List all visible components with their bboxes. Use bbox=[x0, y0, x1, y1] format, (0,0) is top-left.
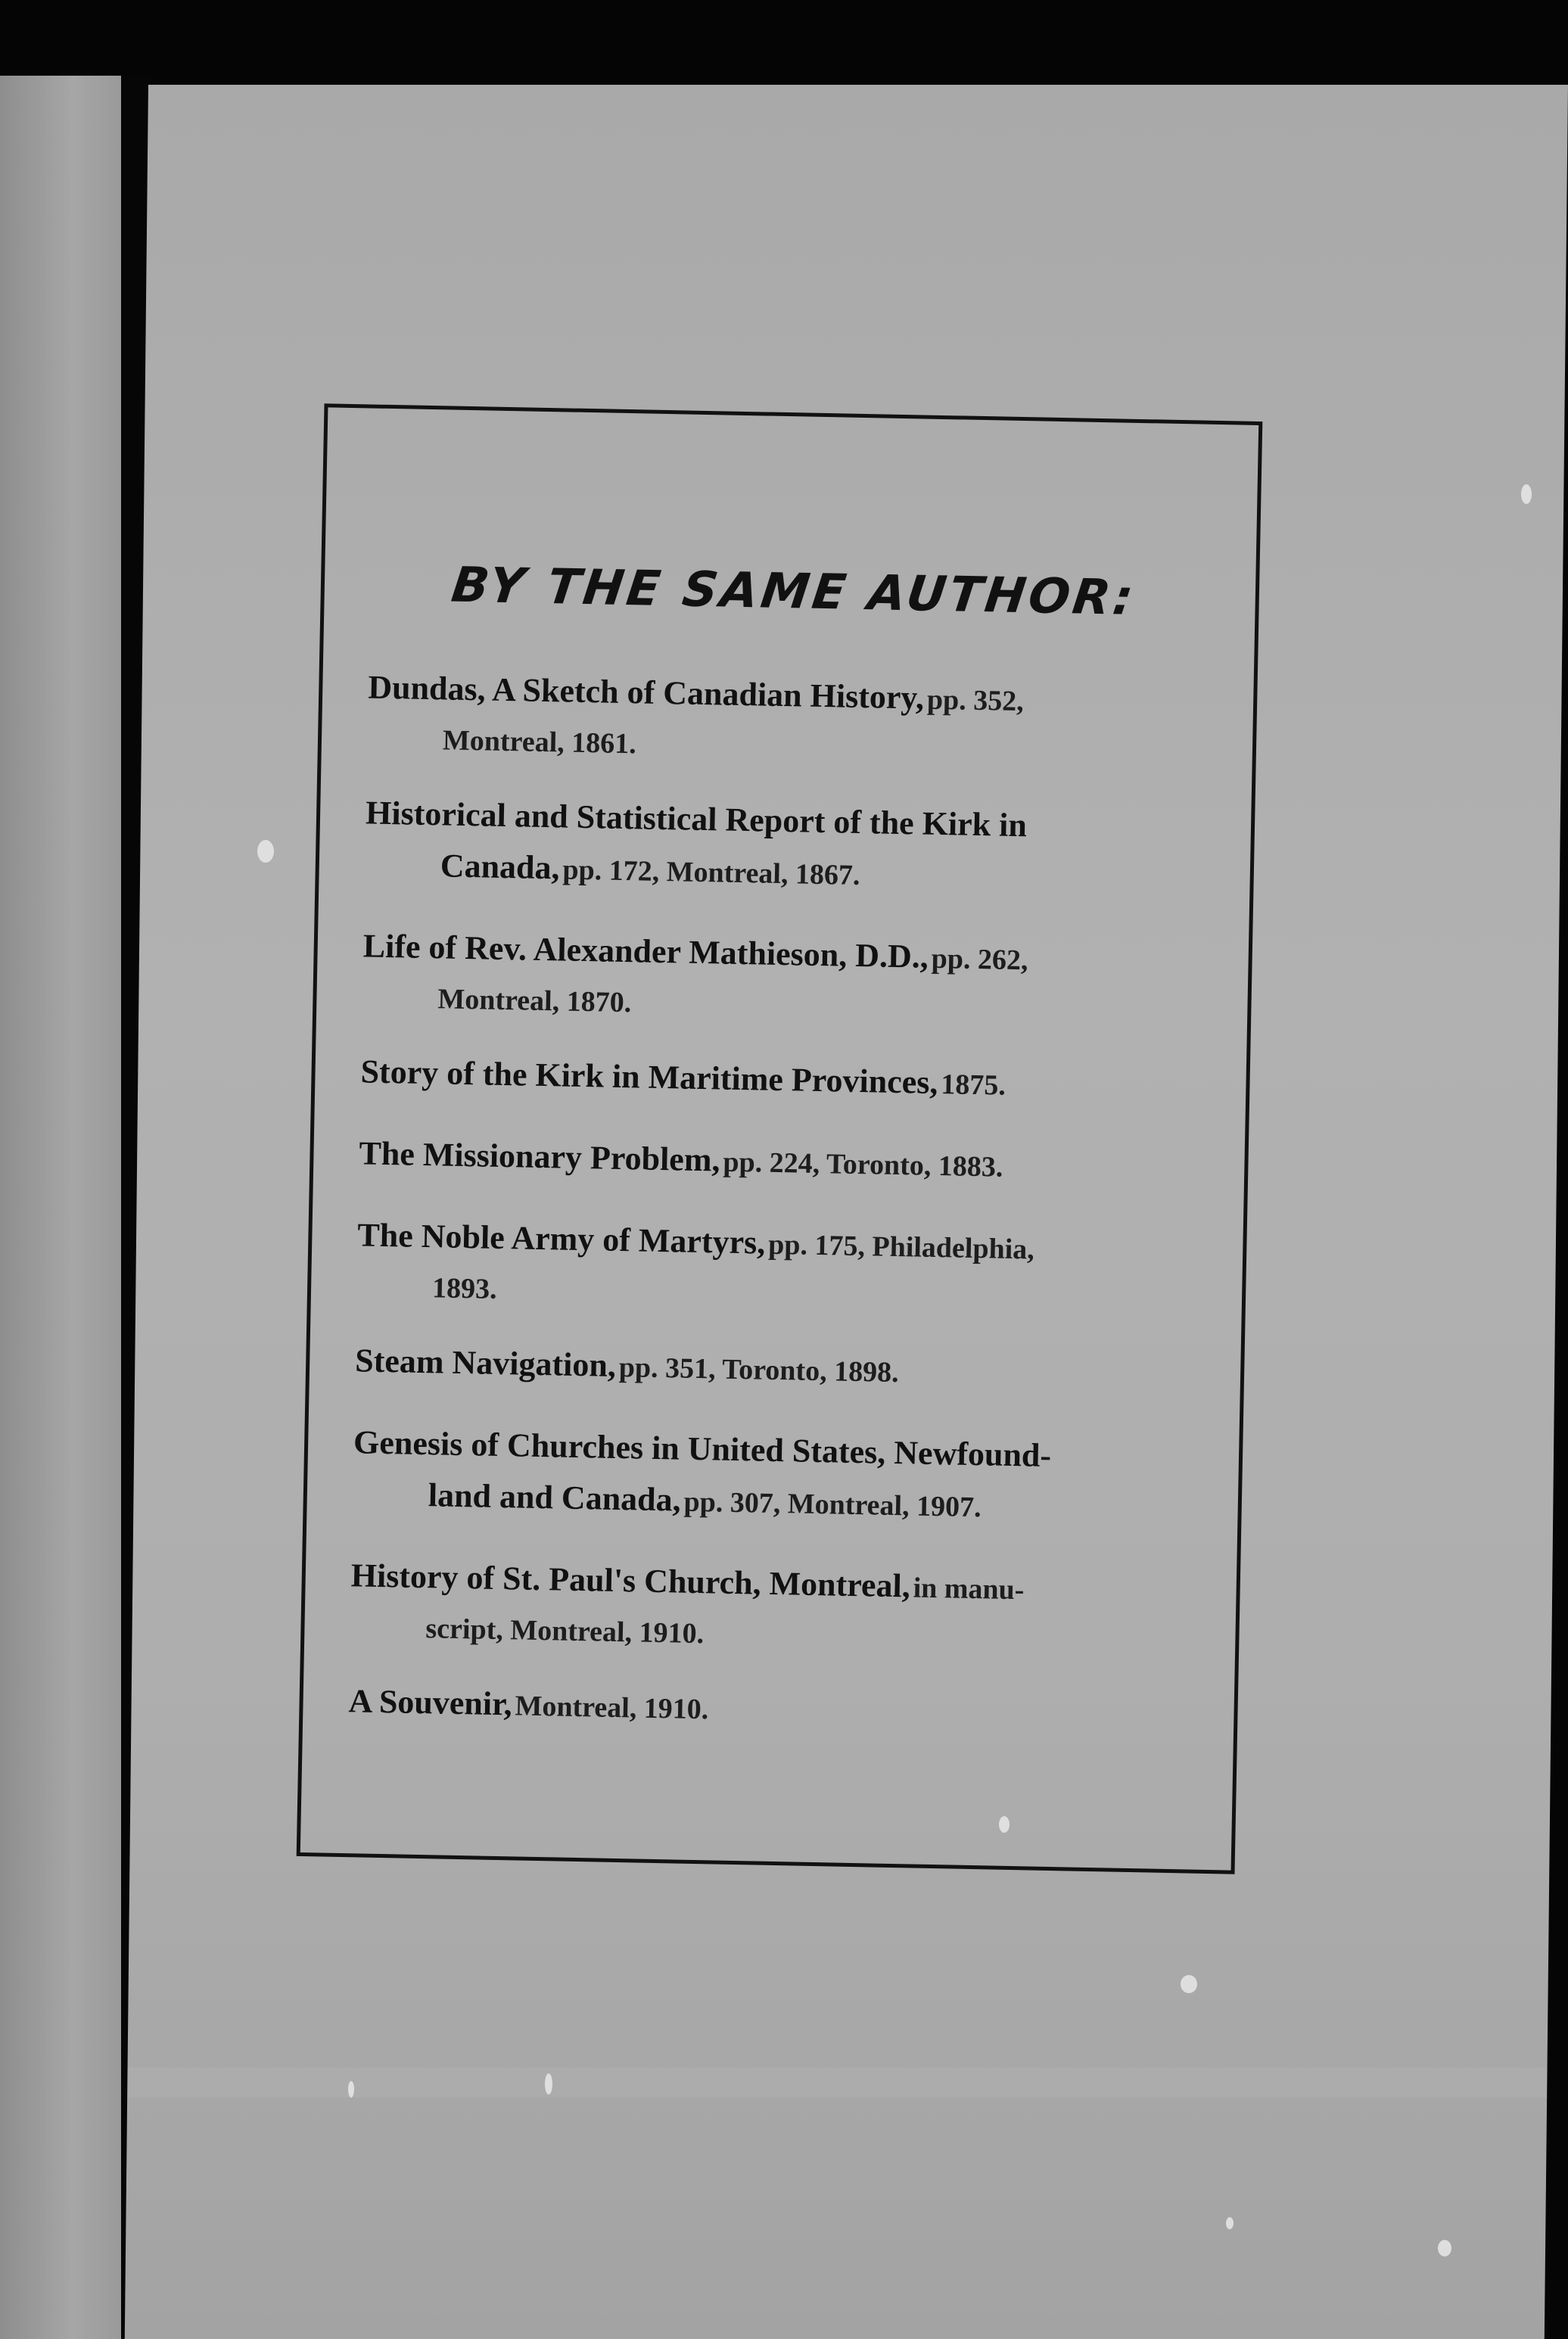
entry-title: Steam Navigation, bbox=[354, 1342, 617, 1384]
dust-speck bbox=[999, 1816, 1010, 1833]
entry-details: Montreal, 1910. bbox=[515, 1690, 709, 1726]
entry-title: Historical and Statistical Report of the Kirk in bbox=[365, 794, 1028, 844]
dust-speck bbox=[1226, 2217, 1234, 2229]
entry-details: pp. 352, bbox=[926, 683, 1025, 718]
entry-details: 1875. bbox=[940, 1068, 1006, 1102]
entry-title: Life of Rev. Alexander Mathieson, D.D., bbox=[362, 927, 929, 975]
dust-speck bbox=[1438, 2240, 1451, 2257]
list-item bbox=[362, 924, 1211, 1035]
entry-details: pp. 172, Montreal, 1867. bbox=[562, 854, 860, 891]
entry-title: Story of the Kirk in Maritime Provinces, bbox=[360, 1053, 938, 1102]
entry-details: in manu- bbox=[913, 1572, 1025, 1607]
entry-title: Dundas, A Sketch of Canadian History, bbox=[367, 668, 925, 717]
entry-details: pp. 307, Montreal, 1907. bbox=[683, 1485, 982, 1524]
list-item bbox=[359, 1131, 1207, 1199]
dust-speck bbox=[545, 2073, 552, 2095]
entry-title: A Souvenir, bbox=[348, 1682, 513, 1723]
list-item bbox=[352, 1420, 1201, 1539]
list-item bbox=[366, 665, 1215, 776]
entry-details-continued: Montreal, 1870. bbox=[437, 983, 632, 1019]
list-item bbox=[348, 1679, 1196, 1746]
entry-title: The Noble Army of Martyrs, bbox=[356, 1216, 766, 1261]
dust-speck bbox=[1521, 484, 1532, 504]
bibliography-list bbox=[347, 665, 1216, 1777]
list-item bbox=[355, 1339, 1203, 1406]
facing-page-edge bbox=[0, 76, 121, 2339]
entry-details: pp. 224, Toronto, 1883. bbox=[723, 1146, 1003, 1183]
entry-details: pp. 175, Philadelphia, bbox=[767, 1228, 1035, 1266]
entry-details-continued: script, Montreal, 1910. bbox=[425, 1613, 705, 1650]
list-item bbox=[356, 1213, 1206, 1324]
advertisement-frame bbox=[297, 403, 1263, 1874]
entry-title-continued: land and Canada, bbox=[428, 1476, 682, 1519]
advertisement-box bbox=[310, 412, 1249, 1865]
entry-title: The Missionary Problem, bbox=[359, 1134, 720, 1179]
entry-details-continued: Montreal, 1861. bbox=[442, 724, 637, 760]
list-item bbox=[350, 1554, 1199, 1665]
entry-title: History of St. Paul's Church, Montreal, bbox=[350, 1557, 911, 1605]
list-item bbox=[364, 791, 1213, 910]
list-item bbox=[360, 1050, 1209, 1117]
entry-details: pp. 262, bbox=[931, 942, 1028, 977]
dust-speck bbox=[348, 2081, 354, 2098]
entry-title-continued: Canada, bbox=[440, 847, 561, 887]
entry-details-continued: 1893. bbox=[431, 1272, 498, 1305]
dust-speck bbox=[1181, 1975, 1197, 1993]
page-heading: BY THE SAME AUTHOR: bbox=[448, 557, 1140, 627]
entry-details: pp. 351, Toronto, 1898. bbox=[618, 1351, 900, 1389]
entry-title: Genesis of Churches in United States, Newfound- bbox=[353, 1423, 1052, 1474]
dust-speck bbox=[257, 840, 274, 863]
